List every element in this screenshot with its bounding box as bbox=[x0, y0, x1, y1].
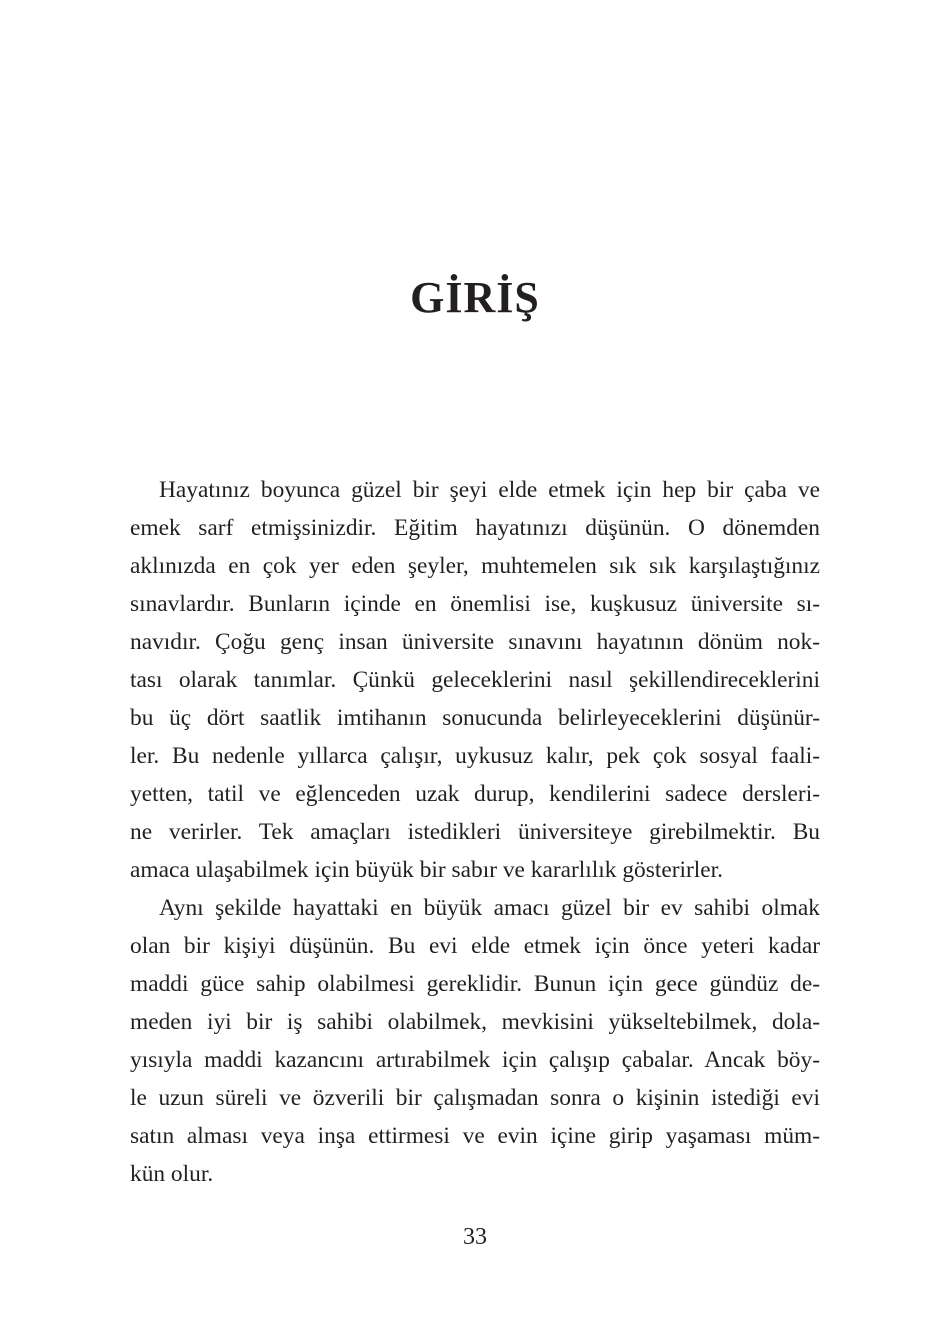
text-line: aklınızda en çok yer eden şeyler, muhtemelen sık sık karşılaştığınız bbox=[130, 553, 820, 579]
text-line: yısıyla maddi kazancını artırabilmek için çalışıp çabalar. Ancak böy- bbox=[130, 1047, 820, 1073]
page-number: 33 bbox=[463, 1224, 487, 1250]
text-line: maddi güce sahip olabilmesi gereklidir. Bunun için gece gündüz de- bbox=[130, 971, 820, 997]
paragraph-2 bbox=[130, 889, 820, 1193]
text-line: ne verirler. Tek amaçları istedikleri üniversiteye girebilmektir. Bu bbox=[130, 819, 820, 845]
chapter-title: GİRİŞ bbox=[410, 273, 540, 322]
body-text bbox=[130, 471, 820, 1193]
text-line: Hayatınız boyunca güzel bir şeyi elde etmek için hep bir çaba ve bbox=[159, 477, 820, 503]
paragraph-1 bbox=[130, 471, 820, 889]
text-line: satın alması veya inşa ettirmesi ve evin içine girip yaşaması müm- bbox=[130, 1123, 820, 1149]
text-line: bu üç dört saatlik imtihanın sonucunda belirleyeceklerini düşünür- bbox=[130, 705, 820, 731]
text-line: tası olarak tanımlar. Çünkü geleceklerini nasıl şekillendireceklerini bbox=[130, 667, 820, 693]
text-line: amaca ulaşabilmek için büyük bir sabır ve kararlılık gösterirler. bbox=[130, 857, 724, 883]
text-line: le uzun süreli ve özverili bir çalışmadan sonra o kişinin istediği evi bbox=[130, 1085, 820, 1111]
text-line: Aynı şekilde hayattaki en büyük amacı güzel bir ev sahibi olmak bbox=[159, 895, 820, 921]
text-line: olan bir kişiyi düşünün. Bu evi elde etmek için önce yeteri kadar bbox=[130, 933, 820, 959]
text-line: yetten, tatil ve eğlenceden uzak durup, kendilerini sadece dersleri- bbox=[130, 781, 820, 807]
text-line: sınavlardır. Bunların içinde en önemlisi ise, kuşkusuz üniversite sı- bbox=[130, 591, 820, 617]
text-line: ler. Bu nedenle yıllarca çalışır, uykusuz kalır, pek çok sosyal faali- bbox=[130, 743, 820, 769]
text-line: emek sarf etmişsinizdir. Eğitim hayatınızı düşünün. O dönemden bbox=[130, 515, 820, 541]
text-line: navıdır. Çoğu genç insan üniversite sınavını hayatının dönüm nok- bbox=[130, 629, 820, 655]
text-line: meden iyi bir iş sahibi olabilmek, mevkisini yükseltebilmek, dola- bbox=[130, 1009, 820, 1035]
text-line: kün olur. bbox=[130, 1161, 214, 1187]
